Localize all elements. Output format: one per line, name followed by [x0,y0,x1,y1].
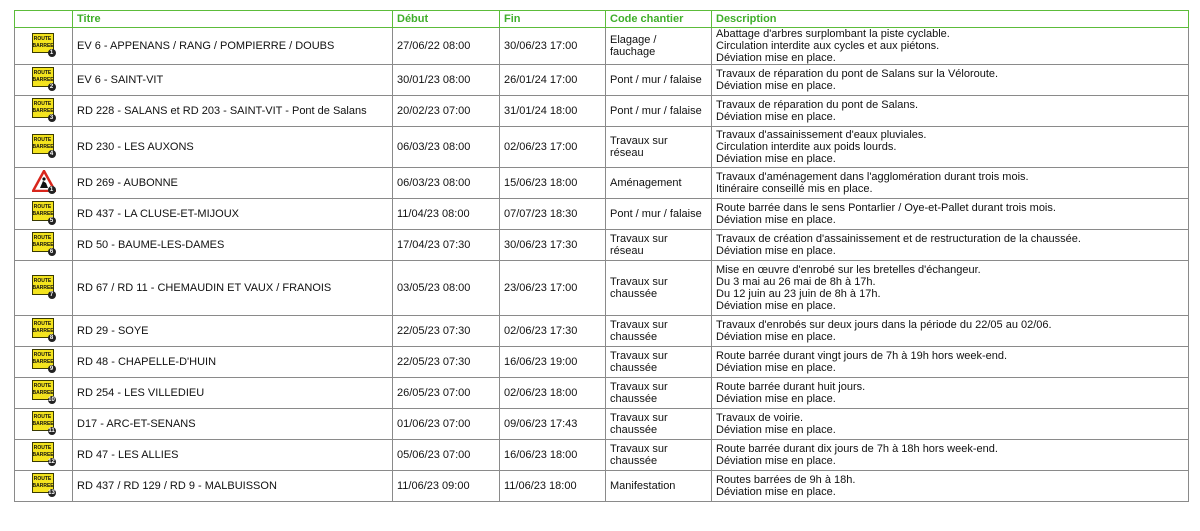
cell-debut: 17/04/23 07:30 [393,230,500,261]
row-icon-cell [15,347,73,378]
cell-description: Travaux d'enrobés sur deux jours dans la période du 22/05 au 02/06. Déviation mise en place. [712,316,1189,347]
cell-description: Route barrée durant huit jours. Déviation mise en place. [712,378,1189,409]
route-barree-panel: ROUTE BARREE [32,473,54,493]
route-barree-icon [32,318,56,342]
table-row[interactable] [15,96,1189,127]
sign-number-badge: 4 [48,150,56,158]
table-row[interactable] [15,316,1189,347]
cell-code-chantier: Travaux sur chaussée [606,261,712,316]
cell-fin: 09/06/23 17:43 [500,409,606,440]
cell-debut: 06/03/23 08:00 [393,127,500,168]
cell-code-chantier: Pont / mur / falaise [606,65,712,96]
cell-fin: 16/06/23 19:00 [500,347,606,378]
row-icon-cell [15,230,73,261]
cell-code-chantier: Travaux sur réseau [606,127,712,168]
sign-number-badge: 9 [48,365,56,373]
row-icon-cell [15,168,73,199]
route-barree-panel: ROUTE BARREE [32,134,54,154]
cell-fin: 23/06/23 17:00 [500,261,606,316]
row-icon-cell [15,199,73,230]
route-barree-icon [32,232,56,256]
route-barree-icon [32,201,56,225]
cell-code-chantier: Travaux sur chaussée [606,316,712,347]
cell-description: Travaux de réparation du pont de Salans. Déviation mise en place. [712,96,1189,127]
cell-titre: RD 67 / RD 11 - CHEMAUDIN ET VAUX / FRANOIS [73,261,393,316]
col-header-code: Code chantier [606,11,712,28]
route-barree-icon [32,411,56,435]
cell-fin: 16/06/23 18:00 [500,440,606,471]
sign-number-badge: 3 [48,114,56,122]
cell-fin: 11/06/23 18:00 [500,471,606,502]
cell-debut: 11/06/23 09:00 [393,471,500,502]
cell-titre: RD 29 - SOYE [73,316,393,347]
cell-description: Route barrée dans le sens Pontarlier / Oye-et-Pallet durant trois mois. Déviation mise en place. [712,199,1189,230]
cell-code-chantier: Aménagement [606,168,712,199]
row-icon-cell [15,471,73,502]
cell-fin: 02/06/23 17:00 [500,127,606,168]
route-barree-icon [32,473,56,497]
route-barree-icon [32,275,56,299]
cell-code-chantier: Travaux sur chaussée [606,440,712,471]
cell-debut: 03/05/23 08:00 [393,261,500,316]
sign-number-badge: 1 [48,186,56,194]
cell-description: Route barrée durant vingt jours de 7h à 19h hors week-end. Déviation mise en place. [712,347,1189,378]
sign-number-badge: 5 [48,217,56,225]
route-barree-icon [32,67,56,91]
sign-number-badge: 10 [48,397,55,403]
cell-debut: 30/01/23 08:00 [393,65,500,96]
table-row[interactable] [15,199,1189,230]
table-row[interactable] [15,65,1189,96]
table-row[interactable] [15,409,1189,440]
cell-code-chantier: Travaux sur chaussée [606,347,712,378]
cell-debut: 01/06/23 07:00 [393,409,500,440]
cell-code-chantier: Travaux sur chaussée [606,378,712,409]
route-barree-panel: ROUTE BARREE [32,201,54,221]
row-icon-cell [15,316,73,347]
cell-description: Travaux d'assainissement d'eaux pluviales. Circulation interdite aux poids lourds. Déviation mise en place. [712,127,1189,168]
roadworks-table [14,10,1189,502]
row-icon-cell [15,440,73,471]
cell-description: Travaux d'aménagement dans l'agglomération durant trois mois. Itinéraire conseillé mis en place. [712,168,1189,199]
cell-debut: 22/05/23 07:30 [393,316,500,347]
header-row [15,11,1189,28]
cell-description: Routes barrées de 9h à 18h. Déviation mise en place. [712,471,1189,502]
route-barree-icon [32,380,56,404]
cell-fin: 30/06/23 17:00 [500,28,606,65]
cell-code-chantier: Travaux sur réseau [606,230,712,261]
cell-code-chantier: Manifestation [606,471,712,502]
cell-titre: RD 48 - CHAPELLE-D'HUIN [73,347,393,378]
cell-titre: RD 47 - LES ALLIES [73,440,393,471]
cell-debut: 27/06/22 08:00 [393,28,500,65]
table-row[interactable] [15,168,1189,199]
sign-number-badge: 13 [48,490,55,496]
cell-debut: 06/03/23 08:00 [393,168,500,199]
row-icon-cell [15,261,73,316]
row-icon-cell [15,28,73,65]
cell-fin: 31/01/24 18:00 [500,96,606,127]
sign-number-badge: 7 [48,291,56,299]
cell-description: Travaux de création d'assainissement et de restructuration de la chaussée. Déviation mise en place. [712,230,1189,261]
table-row[interactable] [15,471,1189,502]
route-barree-panel: ROUTE BARREE [32,411,54,431]
route-barree-panel: ROUTE BARREE [32,33,54,53]
route-barree-panel: ROUTE BARREE [32,98,54,118]
cell-description: Mise en œuvre d'enrobé sur les bretelles d'échangeur. Du 3 mai au 26 mai de 8h à 17h. Du 12 juin au 23 juin de 8h à 17h. Déviation mise en place. [712,261,1189,316]
cell-debut: 22/05/23 07:30 [393,347,500,378]
table-row[interactable] [15,440,1189,471]
cell-titre: RD 50 - BAUME-LES-DAMES [73,230,393,261]
cell-fin: 30/06/23 17:30 [500,230,606,261]
row-icon-cell [15,409,73,440]
sign-number-badge: 12 [48,459,55,465]
roadworks-warning-icon [32,170,56,194]
row-icon-cell [15,127,73,168]
cell-titre: EV 6 - SAINT-VIT [73,65,393,96]
table-row[interactable] [15,127,1189,168]
cell-code-chantier: Pont / mur / falaise [606,96,712,127]
cell-debut: 26/05/23 07:00 [393,378,500,409]
cell-titre: RD 228 - SALANS et RD 203 - SAINT-VIT - Pont de Salans [73,96,393,127]
cell-description: Travaux de réparation du pont de Salans sur la Véloroute. Déviation mise en place. [712,65,1189,96]
cell-code-chantier: Travaux sur chaussée [606,409,712,440]
route-barree-panel: ROUTE BARREE [32,67,54,87]
route-barree-icon [32,134,56,158]
cell-titre: RD 437 - LA CLUSE-ET-MIJOUX [73,199,393,230]
sign-number-badge: 11 [48,428,55,434]
cell-description: Travaux de voirie. Déviation mise en place. [712,409,1189,440]
col-header-description: Description [712,11,1189,28]
col-header-titre: Titre [73,11,393,28]
route-barree-panel: ROUTE BARREE [32,232,54,252]
cell-titre: D17 - ARC-ET-SENANS [73,409,393,440]
cell-titre: RD 254 - LES VILLEDIEU [73,378,393,409]
route-barree-panel: ROUTE BARREE [32,275,54,295]
table-row[interactable] [15,261,1189,316]
table-row[interactable] [15,347,1189,378]
row-icon-cell [15,378,73,409]
route-barree-icon [32,98,56,122]
route-barree-panel: ROUTE BARREE [32,349,54,369]
col-header-fin: Fin [500,11,606,28]
row-icon-cell [15,65,73,96]
sign-number-badge: 2 [48,83,56,91]
col-header-icon [15,11,73,28]
cell-description: Route barrée durant dix jours de 7h à 18h hors week-end. Déviation mise en place. [712,440,1189,471]
route-barree-icon [32,33,56,57]
cell-fin: 02/06/23 17:30 [500,316,606,347]
cell-fin: 02/06/23 18:00 [500,378,606,409]
table-row[interactable] [15,28,1189,65]
table-row[interactable] [15,378,1189,409]
cell-fin: 26/01/24 17:00 [500,65,606,96]
cell-code-chantier: Pont / mur / falaise [606,199,712,230]
cell-titre: RD 437 / RD 129 / RD 9 - MALBUISSON [73,471,393,502]
col-header-debut: Début [393,11,500,28]
cell-debut: 11/04/23 08:00 [393,199,500,230]
row-icon-cell [15,96,73,127]
cell-debut: 20/02/23 07:00 [393,96,500,127]
cell-description: Abattage d'arbres surplombant la piste cyclable. Circulation interdite aux cycles et aux piétons. Déviation mise en place. [712,28,1189,65]
route-barree-icon [32,442,56,466]
route-barree-icon [32,349,56,373]
cell-titre: RD 230 - LES AUXONS [73,127,393,168]
sign-number-badge: 8 [48,334,56,342]
table-row[interactable] [15,230,1189,261]
cell-debut: 05/06/23 07:00 [393,440,500,471]
cell-titre: EV 6 - APPENANS / RANG / POMPIERRE / DOUBS [73,28,393,65]
cell-fin: 07/07/23 18:30 [500,199,606,230]
route-barree-panel: ROUTE BARREE [32,380,54,400]
cell-code-chantier: Elagage / fauchage [606,28,712,65]
sign-number-badge: 1 [48,49,56,57]
sign-number-badge: 6 [48,248,56,256]
route-barree-panel: ROUTE BARREE [32,318,54,338]
cell-titre: RD 269 - AUBONNE [73,168,393,199]
cell-fin: 15/06/23 18:00 [500,168,606,199]
route-barree-panel: ROUTE BARREE [32,442,54,462]
